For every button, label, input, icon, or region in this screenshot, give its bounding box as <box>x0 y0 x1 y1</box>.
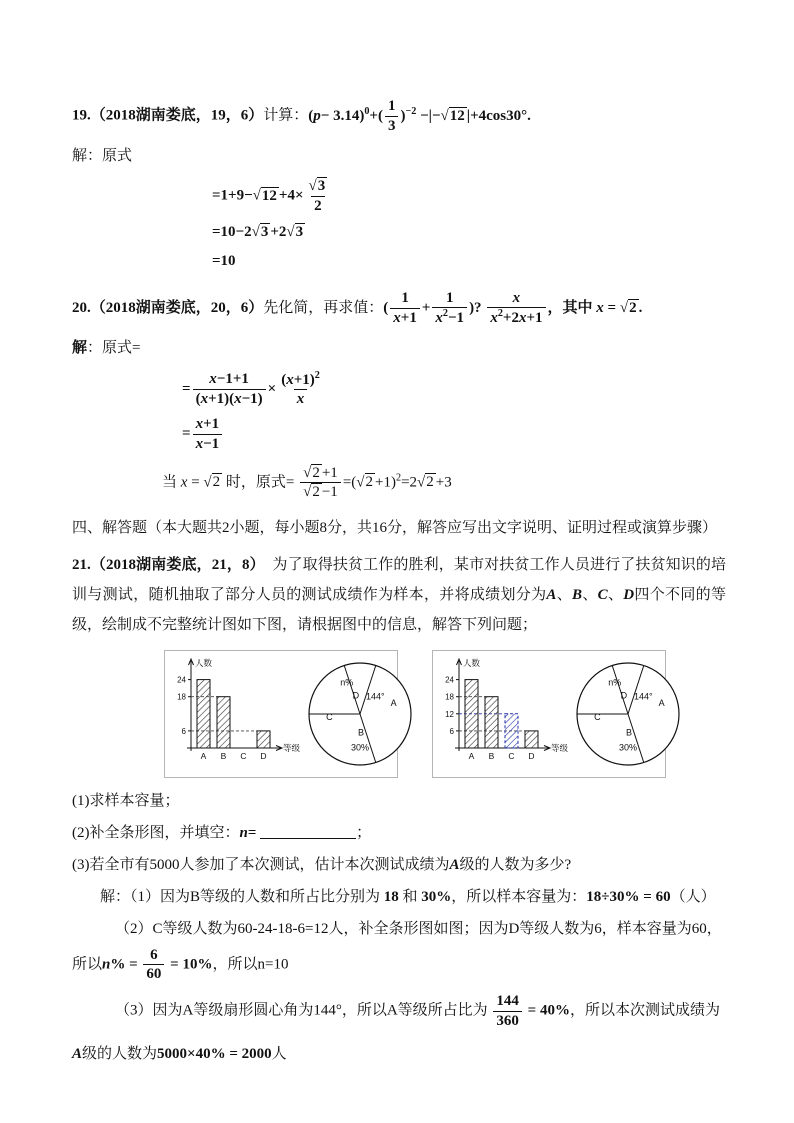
svg-text:144°: 144° <box>365 691 385 702</box>
svg-text:6: 6 <box>181 726 186 736</box>
problem-20-number: 20. <box>72 299 91 316</box>
problem-21 <box>72 550 726 1069</box>
section-4-header: 四、解答题（本大题共2小题，每小题8分，共16分，解答应写出文字说明、证明过程或演算步骤） <box>72 520 718 536</box>
svg-text:30%: 30% <box>350 742 370 753</box>
problem-20-source: （2018湖南娄底，20，6） <box>90 299 264 316</box>
answer-3-line-1: （3）因为A等级扇形圆心角为144°，所以A等级所占比为 $\frac{144}{360}$ = 40%，所以本次测试成绩为 <box>115 993 720 1029</box>
svg-text:B: B <box>626 726 633 737</box>
svg-text:D: D <box>352 690 360 701</box>
problem-19-expression: $(p- 3.14)^0+$( $\frac{1}{3}$ )$^{-2}$ −|−√12 |+4cos30°. <box>308 98 531 134</box>
svg-text:144°: 144° <box>633 691 653 702</box>
svg-text:18: 18 <box>177 692 186 702</box>
svg-text:C: C <box>326 711 333 722</box>
problem-19-source: （2018湖南娄底，19，6） <box>90 107 264 124</box>
figure-completed-charts <box>432 650 666 778</box>
work-line-1: = $\frac{x-1+1}{(x+1)(x-1)}$ × $\frac{(x+1)^2}{x}$ <box>182 369 320 408</box>
bar-chart-incomplete <box>167 653 303 775</box>
problem-19-statement <box>72 97 726 136</box>
svg-text:D: D <box>528 750 535 761</box>
svg-text:人数: 人数 <box>195 657 213 668</box>
svg-text:等级: 等级 <box>283 742 301 753</box>
problem-20-statement <box>72 289 726 329</box>
svg-text:D: D <box>620 690 628 701</box>
svg-text:24: 24 <box>445 675 454 685</box>
svg-text:等级: 等级 <box>551 742 569 753</box>
problem-20 <box>72 289 726 503</box>
answer-2-line-2: 所以n% = $\frac{6}{60}$ = 10%，所以n=10 <box>72 946 289 983</box>
svg-text:人数: 人数 <box>463 657 481 668</box>
svg-text:30%: 30% <box>618 742 638 753</box>
problem-20-work <box>182 370 726 454</box>
svg-text:24: 24 <box>177 675 186 685</box>
svg-text:B: B <box>488 750 495 761</box>
question-3: (3)若全市有5000人参加了本次测试，估计本次测试成绩为A级的人数为多少? <box>72 856 572 873</box>
figure-incomplete-charts <box>164 650 398 778</box>
svg-text:C: C <box>240 750 247 761</box>
svg-text:B: B <box>358 726 365 737</box>
problem-20-task: 先化简，再求值： <box>263 299 384 316</box>
bar-chart-completed <box>435 653 571 775</box>
problem-19-work <box>212 177 726 275</box>
answer-2-line-1: （2）C等级人数为60-24-18-6=12人，补全条形图如图；因为D等级人数为6，样本容量为60， <box>115 920 722 937</box>
svg-text:A: A <box>390 697 397 708</box>
problem-19-task: 计算： <box>263 107 309 124</box>
answer-3-line-2: A级的人数为5000×40% = 2000人 <box>72 1045 287 1062</box>
svg-text:n%: n% <box>608 676 622 687</box>
problem-19-number: 19. <box>72 107 91 124</box>
problem-20-solution-label: 解：原式= <box>72 340 141 356</box>
svg-text:A: A <box>200 750 207 761</box>
svg-text:n%: n% <box>340 676 354 687</box>
work-line-3: 当 x = √2 时，原式= $\frac{√2 +1}{√2 -1}$ $=(√2 +1)^2=2√2 +3$ <box>162 464 452 501</box>
problem-20-expression: ( $\frac{1}{x+1}$ + $\frac{1}{x^2-1}$ )? $\frac{x}{x^2+2x+1}$ ，其中 x = √2 . <box>383 289 643 327</box>
work-line-2: = $\frac{x+1}{x-1}$ <box>182 415 726 454</box>
problem-19-solution-label: 解：原式 <box>72 147 133 164</box>
work-line-1: =1+9−√12 +4× $\frac{√3}{2}$ <box>212 178 326 214</box>
work-line-3: =10 <box>212 253 236 269</box>
problem-21-statement: 21.（2018湖南娄底，21，8） 为了取得扶贫工作的胜利，某市对扶贫工作人员进行了扶贫知识的培训与测试，随机抽取了部分人员的测试成绩作为样本，并将成绩划分为A、B、C、D四个不同的等级，绘制成不完整统计图如下图，请根据图中的信息，解答下列问题； <box>72 556 726 633</box>
svg-text:18: 18 <box>445 692 454 702</box>
svg-text:C: C <box>594 711 601 722</box>
svg-text:A: A <box>468 750 475 761</box>
svg-text:D: D <box>260 750 267 761</box>
svg-text:B: B <box>220 750 227 761</box>
question-2: (2)补全条形图，并填空：n= ； <box>72 824 372 841</box>
question-1: (1)求样本容量； <box>72 792 180 809</box>
svg-text:C: C <box>508 750 515 761</box>
answer-1: 解：（1）因为B等级的人数和所占比分别为 18 和 30%，所以样本容量为：18÷30% = 60（人） <box>100 888 716 905</box>
work-line-2: =10−2√3 +2√3 <box>212 223 304 240</box>
svg-text:6: 6 <box>449 726 454 736</box>
statistics-figures <box>164 650 726 778</box>
svg-text:12: 12 <box>445 709 454 719</box>
svg-text:A: A <box>658 697 665 708</box>
problem-19 <box>72 97 726 275</box>
pie-chart-grade-distribution <box>303 653 419 775</box>
pie-chart-grade-distribution-2 <box>571 653 687 775</box>
